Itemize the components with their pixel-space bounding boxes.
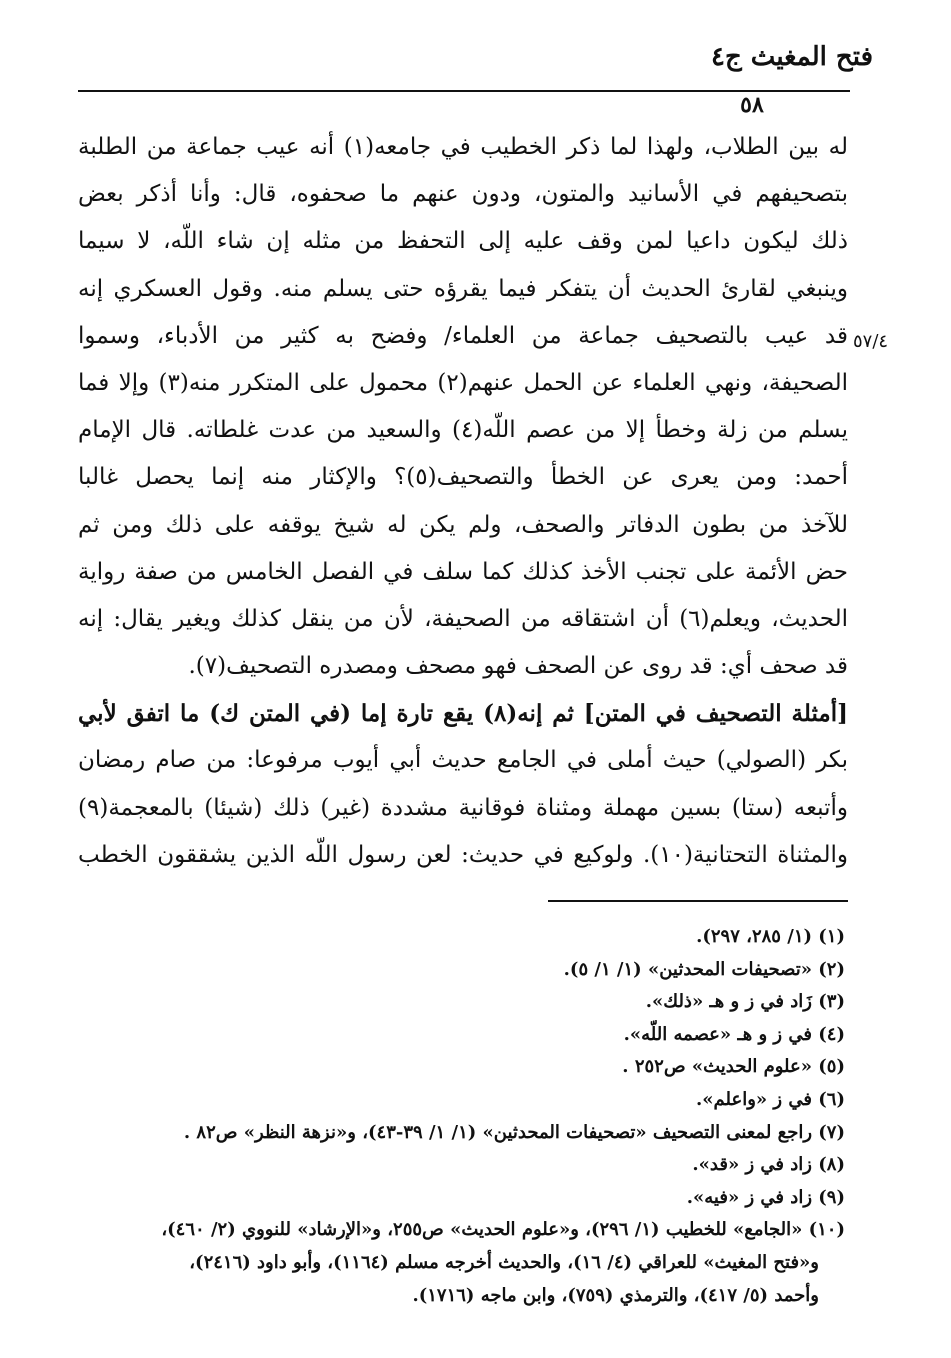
text-line: بكر (الصولي) حيث أملى في الجامع حديث أبي أيوب مرفوعا: من صام رمضان — [78, 747, 848, 774]
text-line: ذلك ليكون داعيا لمن وقف عليه إلى التحفظ من مثله إن شاء اللّه، لا سيما — [78, 228, 848, 255]
footnote: (٨) زاد في ز «قد». — [692, 1154, 845, 1176]
text-line: له بين الطلاب، ولهذا لما ذكر الخطيب في جامعه(١) أنه عيب جماعة من الطلبة — [78, 134, 848, 160]
footnote: (٤) في ز و هـ «عصمه اللّه». — [623, 1023, 845, 1045]
text-line: الحديث، ويعلم(٦) أن اشتقاقه من الصحيفة، لأن من ينقل كذلك ويغير يقال: إنه — [78, 605, 848, 632]
text-line: أحمد: ومن يعرى عن الخطأ والتصحيف(٥)؟ والإكثار منه إنما يحصل غالبا — [78, 464, 848, 491]
text-line: بتصحيفهم في الأسانيد والمتون، ودون عنهم ما صحفوه، قال: وأنا أذكر بعض — [78, 181, 848, 208]
text-line: الصحيفة، ونهي العلماء عن الحمل عنهم(٢) محمول على المتكرر منه(٣) وإلا فما — [78, 369, 848, 396]
running-head-title: فتح المغيث ج٤ — [710, 42, 873, 72]
text-line: يسلم من زلة وخطأ إلا من عصم اللّه(٤) والسعيد من عدت غلطاته. قال الإمام — [78, 417, 848, 444]
text-line: وأتبعه (ستا) بسين مهملة ومثناة فوقانية مشددة (غير) ذلك (شيئا) بالمعجمة(٩) — [78, 794, 848, 821]
text-line: قد صحف أي: قد روى عن الصحف فهو مصحف ومصدره التصحيف(٧). — [188, 653, 848, 680]
footnote: (١٠) «الجامع» للخطيب (١/ ٢٩٦)، و«علوم الحديث» ص٢٥٥، و«الإرشاد» للنووي (٢/ ٤٦٠)، — [161, 1219, 845, 1241]
text-line: والمثناة التحتانية(١٠). ولوكيع في حديث: لعن رسول اللّه الذين يشققون الخطب — [78, 841, 848, 868]
text-line: قد عيب بالتصحيف جماعة من العلماء/ وفضح به كثير من الأدباء، وسموا — [78, 322, 848, 349]
footnote-separator — [548, 900, 848, 902]
text-line: للآخذ من بطون الدفاتر والصحف، ولم يكن له شيخ يوقفه على ذلك ومن ثم — [78, 511, 848, 538]
footnote: (٣) زَاد في ز و هـ «ذلك». — [645, 991, 845, 1013]
margin-reference: ٥٧/٤ — [853, 331, 889, 352]
footnote-continuation: وأحمد (٥/ ٤١٧)، والترمذي (٧٥٩)، وابن ماجه (١٧١٦). — [412, 1284, 819, 1306]
footnote: (٢) «تصحيفات المحدثين» (١/ ١/ ٥). — [563, 958, 845, 980]
main-text — [78, 124, 848, 879]
text-line: حض الأئمة على تجنب الأخذ كذلك كما سلف في الفصل الخامس من صفة رواية — [78, 558, 848, 585]
footnotes — [70, 921, 845, 1312]
footnote: (٦) في ز «واعلم». — [696, 1088, 845, 1110]
footnote: (٧) راجع لمعنى التصحيف «تصحيفات المحدثين» (١/ ١/ ٣٩-٤٣)، و«نزهة النظر» ص٨٢ . — [183, 1121, 845, 1143]
footnote: (٩) زاد في ز «فيه». — [686, 1186, 845, 1208]
text-line: وينبغي لقارئ الحديث أن يتفكر فيما يقرؤه حتى يسلم منه. وقول العسكري إنه — [78, 275, 848, 302]
section-heading-line: [أمثلة التصحيف في المتن] ثم إنه(٨) يقع تارة إما (في المتن ك) ما اتفق لأبي — [78, 700, 848, 728]
footnote: (٥) «علوم الحديث» ص٢٥٢ . — [622, 1056, 845, 1078]
footnote: (١) (١/ ٢٨٥، ٢٩٧). — [696, 926, 845, 947]
footnote-continuation: و«فتح المغيث» للعراقي (٤/ ١٦)، والحديث أخرجه مسلم (١١٦٤)، وأبو داود (٢٤١٦)، — [189, 1251, 819, 1273]
page-number: ٥٨ — [712, 92, 792, 118]
